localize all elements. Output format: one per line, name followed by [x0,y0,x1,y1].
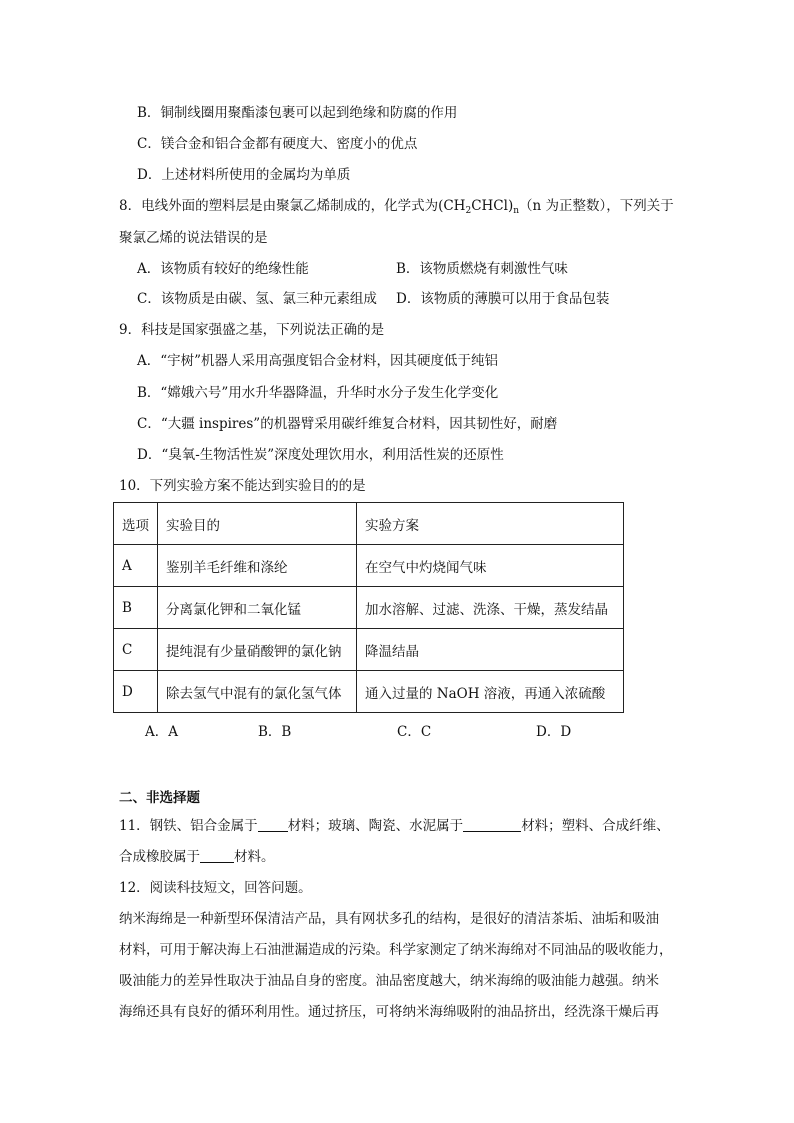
table-cell: 通入过量的 NaOH 溶液，再通入浓硫酸 [357,671,624,713]
table-row [114,545,624,587]
table-cell: 降温结晶 [357,629,624,671]
q12-paragraph-line: 海绵还具有良好的循环利用性。通过挤压，可将纳米海绵吸附的油品挤出，经洗涤干燥后再 [119,1004,659,1020]
q9-option-d: D．“臭氧-生物活性炭”深度处理饮用水，利用活性炭的还原性 [137,447,504,463]
q11-text-2: 材料；玻璃、陶瓷、水泥属于 [287,818,464,834]
q7-option-b: B．铜制线圈用聚酯漆包裹可以起到绝缘和防腐的作用 [137,105,458,121]
q10-answer-c: C．C [397,724,432,740]
table-cell: 提纯混有少量硝酸钾的氯化钠 [158,629,357,671]
q12-paragraph-line: 材料，可用于解决海上石油泄漏造成的污染。科学家测定了纳米海绵对不同油品的吸收能力， [119,942,673,958]
table-header-cell: 实验目的 [158,503,357,545]
table-row [114,671,624,713]
q11-text-3: 材料；塑料、合成纤维、 [521,818,670,834]
q8-option-d: D．该物质的薄膜可以用于食品包装 [396,291,610,307]
section-title: 二、非选择题 [119,790,200,806]
q10-answer-d: D．D [536,724,572,740]
table-cell: 分离氯化钾和二氧化锰 [158,587,357,629]
q10-answer-a: A．A [145,724,178,740]
q10-table [113,502,624,713]
table-cell: C [114,629,158,671]
q8-stem [119,197,674,220]
table-cell: A [114,545,158,587]
q8-stem-part-c: （n 为正整数），下列关于 [519,198,674,214]
q8-stem-part-a: 8．电线外面的塑料层是由聚氯乙烯制成的，化学式为(CH [119,198,466,214]
q10-stem: 10．下列实验方案不能达到实验目的的是 [119,478,366,494]
q8-option-c: C．该物质是由碳、氢、氯三种元素组成 [137,291,377,307]
answer-blank[interactable] [200,848,234,863]
q9-option-c: C．“大疆 inspires”的机器臂采用碳纤维复合材料，因其韧性好，耐磨 [137,416,558,432]
q11-line1 [119,817,670,835]
q9-option-b: B．“嫦娥六号”用水升华器降温，升华时水分子发生化学变化 [137,385,499,401]
q12-paragraph-line: 纳米海绵是一种新型环保清洁产品，具有网状多孔的结构，是很好的清洁茶垢、油垢和吸油 [119,911,659,927]
q9-stem: 9．科技是国家强盛之基，下列说法正确的是 [119,322,385,338]
q9-option-a: A．“宇树”机器人采用高强度铝合金材料，因其硬度低于纯铝 [137,353,499,369]
q8-stem-part-b: CHCl) [471,198,514,214]
answer-blank[interactable] [258,817,288,832]
q8-subscript-n: n [513,206,520,216]
q12-paragraph-line: 吸油能力的差异性取决于油品自身的密度。油品密度越大，纳米海绵的吸油能力越强。纳米 [119,973,659,989]
answer-blank[interactable] [463,817,521,832]
q11-text-5: 材料。 [234,849,275,865]
table-cell: B [114,587,158,629]
table-header-cell: 实验方案 [357,503,624,545]
q8-option-b: B．该物质燃烧有刺激性气味 [396,261,568,277]
q8-option-a: A．该物质有较好的绝缘性能 [137,261,309,277]
q11-line2 [119,848,275,866]
table-cell: 加水溶解、过滤、洗涤、干燥，蒸发结晶 [357,587,624,629]
table-row [114,629,624,671]
table-row [114,587,624,629]
table-header-row [114,503,624,545]
q8-stem-line2: 聚氯乙烯的说法错误的是 [119,230,268,246]
table-cell: 鉴别羊毛纤维和涤纶 [158,545,357,587]
q11-text-1: 11．钢铁、铝合金属于 [119,818,258,834]
q10-answer-b: B．B [258,724,292,740]
table-cell: 除去氢气中混有的氯化氢气体 [158,671,357,713]
table-header-cell: 选项 [114,503,158,545]
q7-option-c: C．镁合金和铝合金都有硬度大、密度小的优点 [137,136,418,152]
q11-text-4: 合成橡胶属于 [119,849,200,865]
table-cell: 在空气中灼烧闻气味 [357,545,624,587]
q7-option-d: D．上述材料所使用的金属均为单质 [137,167,351,183]
table-cell: D [114,671,158,713]
q8-subscript-2: 2 [465,206,472,216]
q12-stem: 12．阅读科技短文，回答问题。 [119,880,312,896]
